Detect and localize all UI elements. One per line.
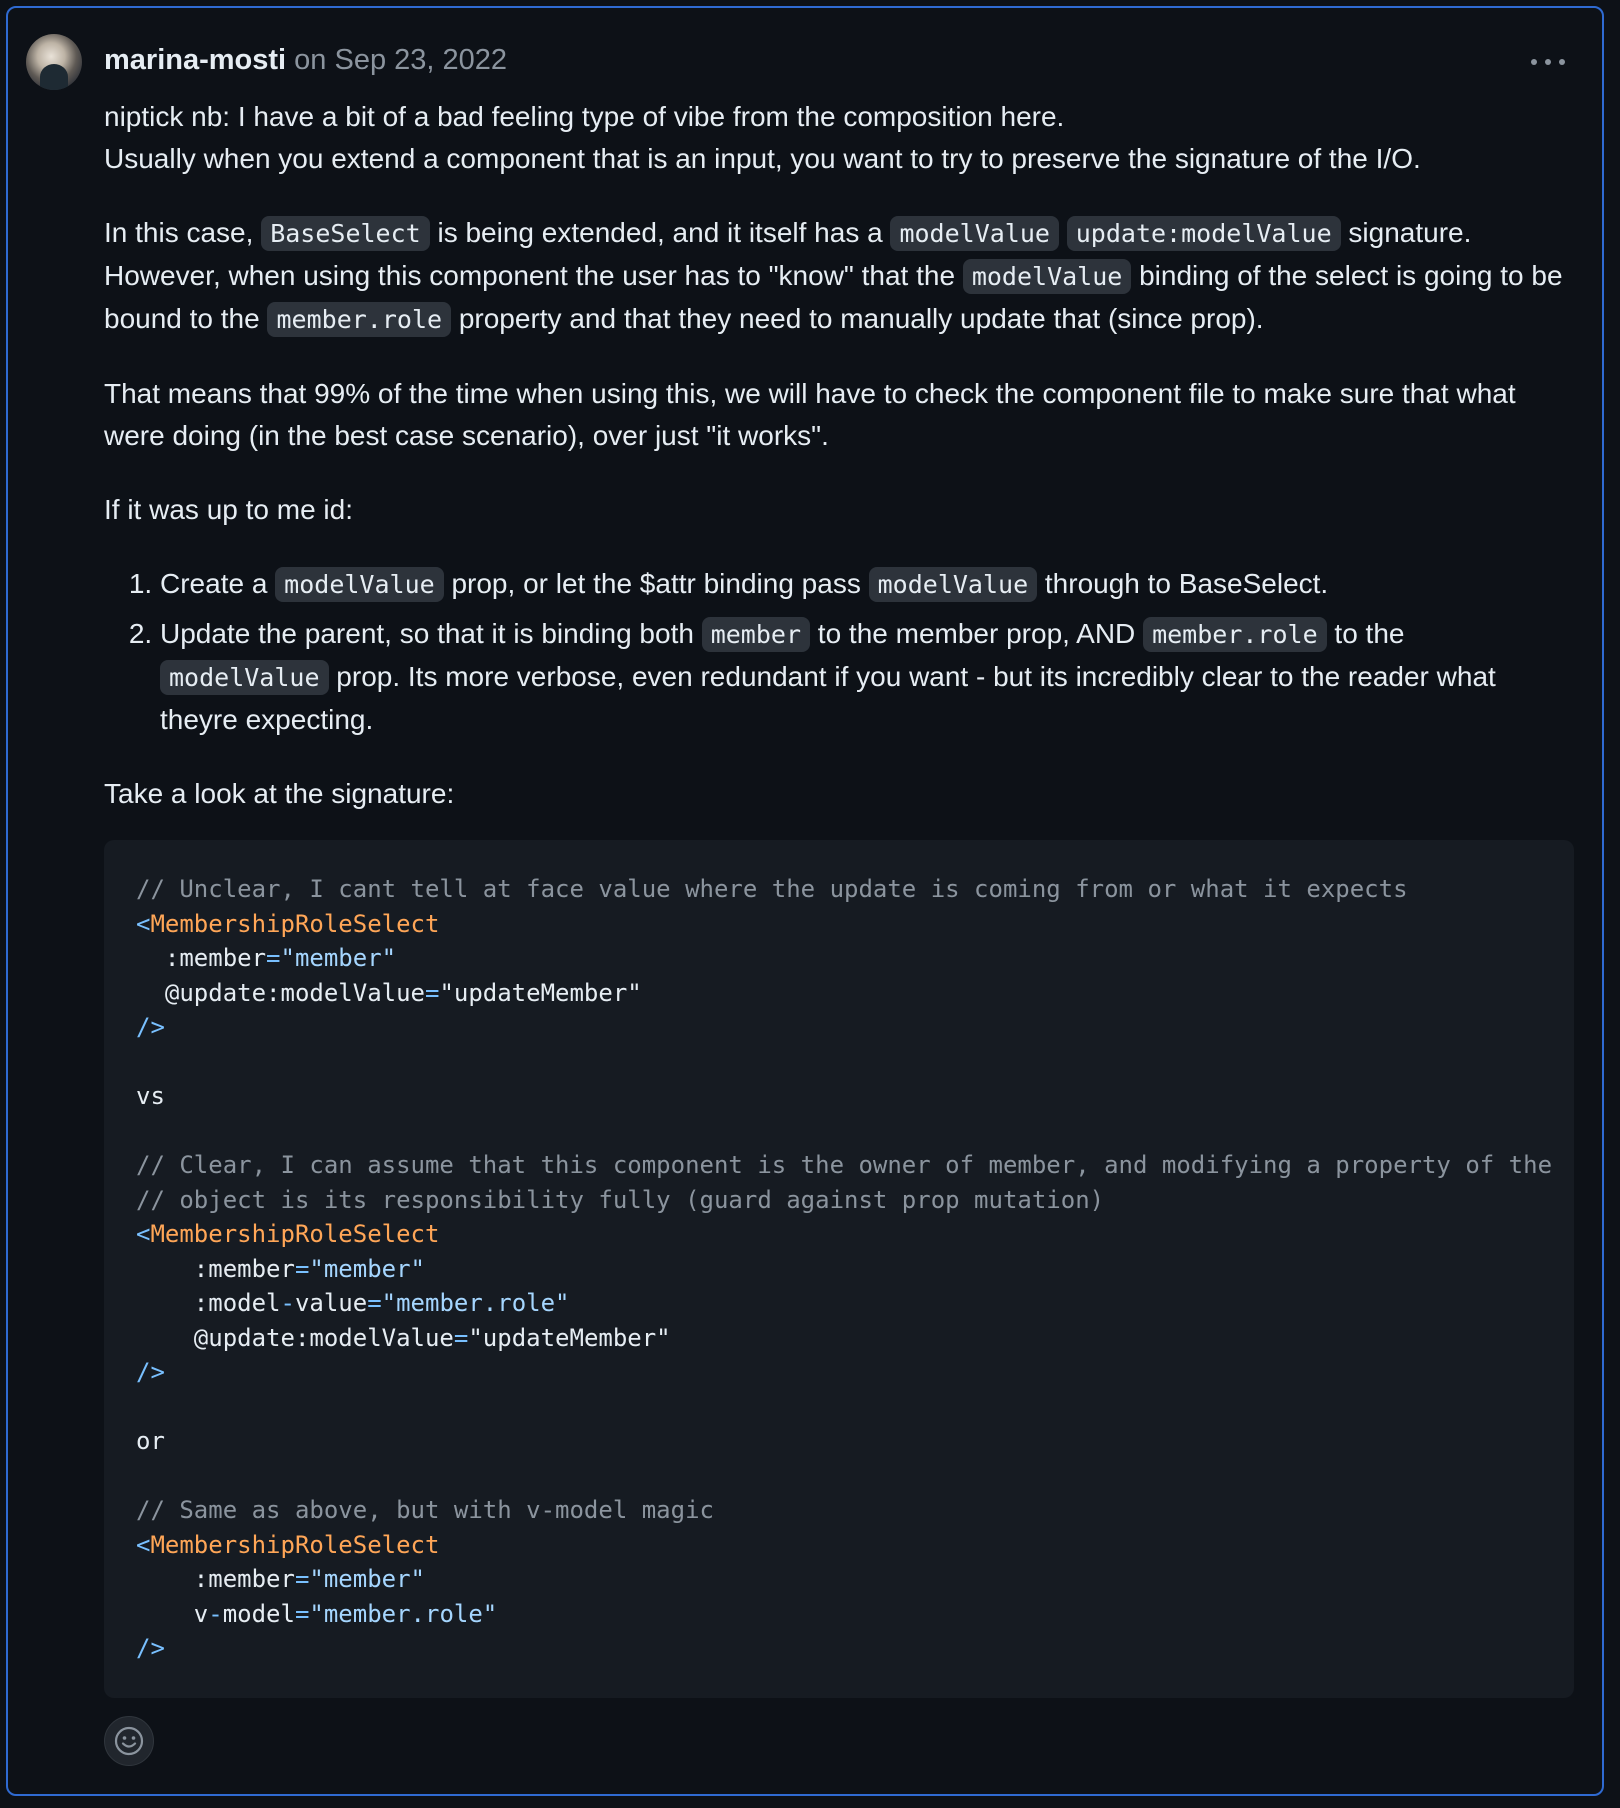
- inline-code: modelValue: [890, 216, 1059, 251]
- code-tag: MembershipRoleSelect: [150, 1220, 440, 1248]
- code-tag: MembershipRoleSelect: [150, 909, 440, 938]
- code-vs: vs: [136, 1082, 165, 1110]
- inline-code: modelValue: [869, 567, 1038, 602]
- author-name[interactable]: marina-mosti: [104, 44, 287, 76]
- paragraph-3: That means that 99% of the time when using this, we will have to check the component file to make sure that what were doing (in the best case scenario), over just "it works".: [104, 378, 1516, 451]
- paragraph-5: Take a look at the signature:: [104, 778, 455, 809]
- list-item: 2. Update the parent, so that it is binding both member to the member prop, AND member.role to the modelValue prop. Its more verbose, even redundant if you want - but its incredibly clear to the reader what theyre expecting.: [160, 613, 1574, 741]
- comment-date[interactable]: on Sep 23, 2022: [286, 44, 508, 76]
- code-block[interactable]: // Unclear, I cant tell at face value where the update is coming from or what it expects <MembershipRoleSelect :member="member" @update:modelValue="updateMember" /> vs // Clear, I can assume that this component is the owner of member, and modifying a property of the // object is its responsibility fully (guard against prop mutation) <MembershipRoleSelect :member="member" :model-value="member.role" @update:modelValue="updateMember" /> or // Same as above, but with v-model magic <MembershipRoleSelect :member="member" v-model="member.role" />: [104, 840, 1574, 1698]
- inline-code: modelValue: [275, 567, 444, 602]
- code-comment: // Clear, I can assume that this component is the owner of member, and modifying a property of the: [136, 1151, 1553, 1179]
- inline-code: member.role: [1143, 617, 1327, 652]
- paragraph-1: niptick nb: I have a bit of a bad feeling type of vibe from the composition here. Usually when you extend a component that is an input, you want to try to preserve the signature of the I/O.: [104, 101, 1421, 174]
- list-item: 1. Create a modelValue prop, or let the $attr binding pass modelValue through to BaseSelect.: [160, 563, 1574, 606]
- code-tag: MembershipRoleSelect: [150, 1530, 440, 1559]
- comment-header: [104, 40, 507, 80]
- code-comment: // Same as above, but with v-model magic: [136, 1496, 714, 1524]
- inline-code: BaseSelect: [261, 216, 430, 251]
- inline-code: member.role: [267, 302, 451, 337]
- inline-code: member: [702, 617, 810, 652]
- inline-code: update:modelValue: [1067, 216, 1341, 251]
- smiley-icon: [114, 1726, 144, 1756]
- code-comment: // Unclear, I cant tell at face value where the update is coming from or what it expects: [136, 875, 1408, 903]
- add-reaction-button[interactable]: [104, 1716, 154, 1766]
- code-comment: // object is its responsibility fully (guard against prop mutation): [136, 1185, 1105, 1214]
- kebab-horizontal-icon[interactable]: [1526, 50, 1570, 74]
- inline-code: modelValue: [160, 660, 329, 695]
- paragraph-4: If it was up to me id:: [104, 494, 353, 525]
- inline-code: modelValue: [963, 259, 1132, 294]
- paragraph-2: In this case, BaseSelect is being extended, and it itself has a modelValue update:modelValue signature. However, when using this component the user has to "know" that the modelValue binding of the select is going to be bound to the member.role property and that they need to manually update that (since prop).: [104, 212, 1574, 341]
- code-or: or: [136, 1427, 165, 1455]
- comment-body: [104, 96, 1574, 847]
- author-avatar[interactable]: [26, 34, 82, 90]
- ordered-list: [104, 563, 1574, 741]
